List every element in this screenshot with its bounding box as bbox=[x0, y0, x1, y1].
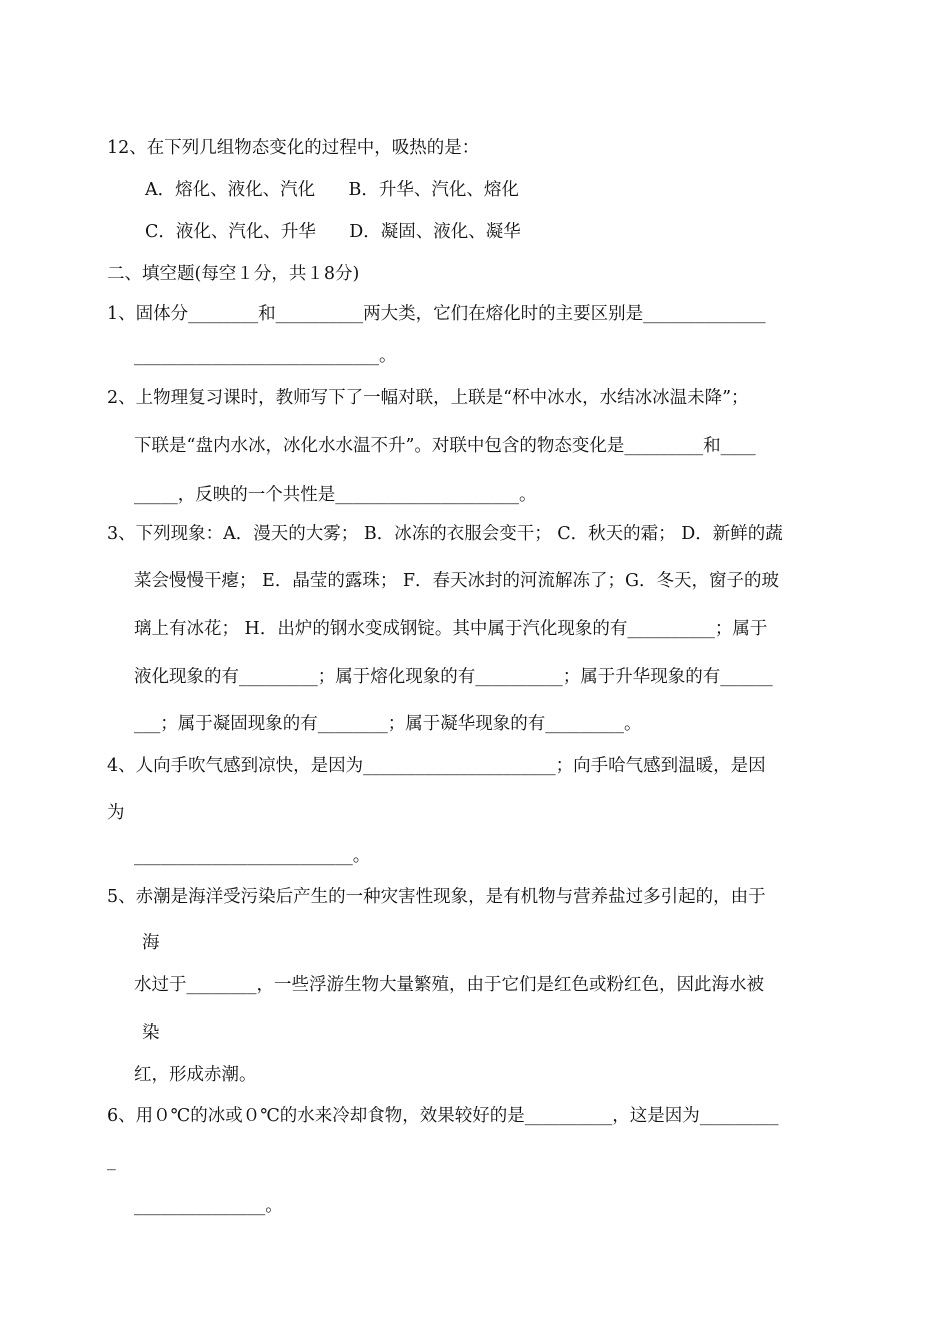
question-12-stem: 12、在下列几组物态变化的过程中，吸热的是： bbox=[107, 138, 480, 158]
fill-question-6-line-3: _______________。 bbox=[134, 1196, 283, 1216]
fill-question-5-line-3: 水过于________，一些浮游生物大量繁殖，由于它们是红色或粉红色，因此海水被 bbox=[134, 975, 764, 995]
fill-question-4-line-1: 4、人向手吹气感到凉快，是因为______________________；向手哈气感到温暖，是因 bbox=[107, 756, 766, 776]
fill-question-2-line-3: _____，反映的一个共性是_____________________。 bbox=[134, 485, 537, 505]
fill-question-3-line-5: ___；属于凝固现象的有________；属于凝华现象的有_________。 bbox=[134, 714, 642, 734]
fill-question-5-line-2: 海 bbox=[142, 933, 160, 953]
section-heading: 二、填空题(每空１分，共１8分) bbox=[107, 264, 360, 284]
question-12-options-cd: C．液化、汽化、升华 D．凝固、液化、凝华 bbox=[145, 222, 521, 242]
fill-question-5-line-4: 染 bbox=[142, 1023, 160, 1043]
fill-question-3-line-4: 液化现象的有_________；属于熔化现象的有__________；属于升华现象的有______ bbox=[134, 667, 773, 687]
fill-question-6-line-2: _ bbox=[107, 1151, 116, 1171]
fill-question-2-line-2: 下联是“盘内水冰，冰化水水温不升”。对联中包含的物态变化是_________和____ bbox=[134, 436, 756, 456]
fill-question-1-line-2: ____________________________。 bbox=[134, 346, 397, 366]
fill-question-4-line-2: 为 bbox=[107, 803, 125, 823]
fill-question-3-line-1: 3、下列现象：A．漫天的大雾； B．冰冻的衣服会变干； C．秋天的霜； D．新鲜的蔬 bbox=[107, 524, 783, 544]
fill-question-4-line-3: _________________________。 bbox=[134, 846, 371, 866]
fill-question-5-line-5: 红，形成赤潮。 bbox=[134, 1065, 257, 1085]
fill-question-5-line-1: 5、赤潮是海洋受污染后产生的一种灾害性现象，是有机物与营养盐过多引起的，由于 bbox=[107, 887, 766, 907]
fill-question-3-line-3: 璃上有冰花； H．出炉的钢水变成钢锭。其中属于汽化现象的有__________；属于 bbox=[134, 619, 768, 639]
fill-question-3-line-2: 菜会慢慢干瘪； E．晶莹的露珠； F．春天冰封的河流解冻了；G．冬天，窗子的玻 bbox=[134, 571, 780, 591]
fill-question-1-line-1: 1、固体分________和__________两大类，它们在熔化时的主要区别是______________ bbox=[107, 304, 766, 324]
fill-question-2-line-1: 2、上物理复习课时，教师写下了一幅对联，上联是“杯中冰水，水结冰冰温未降”； bbox=[107, 388, 749, 408]
question-12-options-ab: A．熔化、液化、汽化 B．升华、汽化、熔化 bbox=[145, 180, 519, 200]
fill-question-6-line-1: 6、用０℃的冰或０℃的水来冷却食物，效果较好的是__________，这是因为_________ bbox=[107, 1106, 779, 1126]
